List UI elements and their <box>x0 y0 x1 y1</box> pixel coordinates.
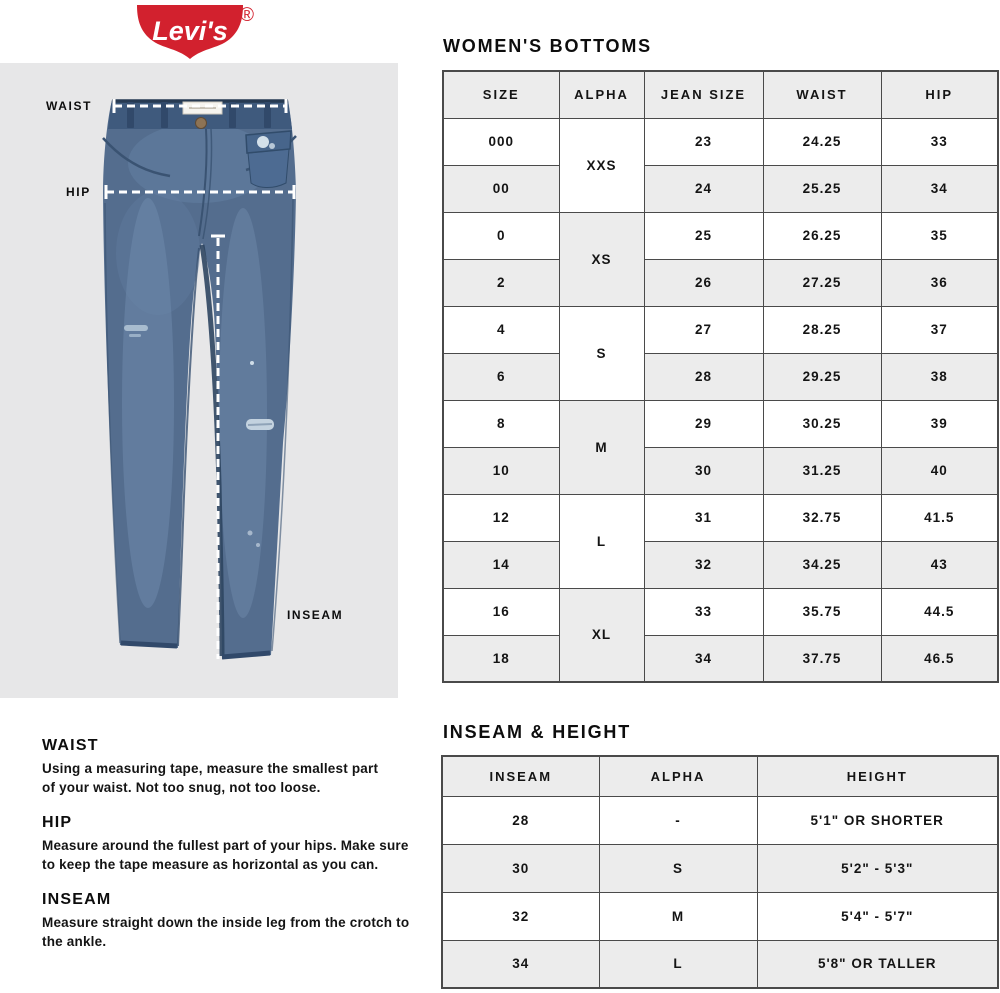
inseam-height-title: INSEAM & HEIGHT <box>443 722 632 742</box>
jean-size-cell: 32 <box>644 541 763 588</box>
hip-cell: 38 <box>881 353 998 400</box>
inseam-diagram-label: INSEAM <box>287 608 344 622</box>
table-header-row <box>442 756 998 796</box>
waist-cell: 24.25 <box>763 118 881 165</box>
col-header-alpha: ALPHA <box>559 71 644 118</box>
alpha-cell: M <box>559 400 644 494</box>
guide-waist-text: of your waist. Not too snug, not too loose. <box>42 780 321 795</box>
size-cell: 00 <box>443 165 559 212</box>
jean-size-cell: 30 <box>644 447 763 494</box>
jean-size-cell: 24 <box>644 165 763 212</box>
table-row <box>443 635 998 682</box>
table-row <box>443 588 998 635</box>
waist-cell: 34.25 <box>763 541 881 588</box>
waist-cell: 26.25 <box>763 212 881 259</box>
hip-cell: 41.5 <box>881 494 998 541</box>
height-cell: 5'1" OR SHORTER <box>757 796 998 844</box>
guide-waist-heading: WAIST <box>42 737 99 754</box>
col-header-jean-size: JEAN SIZE <box>644 71 763 118</box>
waist-cell: 32.75 <box>763 494 881 541</box>
alpha-cell: M <box>599 892 757 940</box>
guide-hip-heading: HIP <box>42 814 73 831</box>
inseam-height-table <box>441 755 999 989</box>
levis-logo-text: Levi's <box>152 16 228 46</box>
waist-cell: 37.75 <box>763 635 881 682</box>
hip-cell: 43 <box>881 541 998 588</box>
table-row <box>443 541 998 588</box>
col-header-inseam: INSEAM <box>442 756 599 796</box>
table-row <box>443 447 998 494</box>
registered-trademark-icon: ® <box>240 5 254 26</box>
waist-cell: 30.25 <box>763 400 881 447</box>
table-row <box>443 494 998 541</box>
waist-cell: 29.25 <box>763 353 881 400</box>
size-cell: 12 <box>443 494 559 541</box>
table-row <box>442 892 998 940</box>
jean-size-cell: 26 <box>644 259 763 306</box>
guide-hip-text: Measure around the fullest part of your hips. Make sure <box>42 838 409 853</box>
jean-size-cell: 27 <box>644 306 763 353</box>
table-row <box>442 796 998 844</box>
jeans-measurement-diagram <box>0 63 398 698</box>
size-cell: 2 <box>443 259 559 306</box>
jean-size-cell: 29 <box>644 400 763 447</box>
table-header-row <box>443 71 998 118</box>
height-cell: 5'8" OR TALLER <box>757 940 998 988</box>
size-cell: 4 <box>443 306 559 353</box>
col-header-hip: HIP <box>881 71 998 118</box>
table-row <box>442 844 998 892</box>
waist-cell: 27.25 <box>763 259 881 306</box>
guide-inseam-text: Measure straight down the inside leg from the crotch to <box>42 915 410 930</box>
guide-inseam-text: the ankle. <box>42 934 107 949</box>
guide-inseam-heading: INSEAM <box>42 891 112 908</box>
alpha-cell: XXS <box>559 118 644 212</box>
guide-hip-text: to keep the tape measure as horizontal as you can. <box>42 857 379 872</box>
table-row <box>443 212 998 259</box>
height-cell: 5'4" - 5'7" <box>757 892 998 940</box>
guide-hip-section <box>42 814 462 874</box>
col-header-size: SIZE <box>443 71 559 118</box>
alpha-cell: L <box>559 494 644 588</box>
hip-cell: 40 <box>881 447 998 494</box>
alpha-cell: XL <box>559 588 644 682</box>
inseam-cell: 34 <box>442 940 599 988</box>
table-row <box>443 118 998 165</box>
hip-cell: 46.5 <box>881 635 998 682</box>
measurement-guide <box>42 737 462 968</box>
jean-size-cell: 25 <box>644 212 763 259</box>
hip-cell: 37 <box>881 306 998 353</box>
waist-diagram-label: WAIST <box>46 99 92 113</box>
waist-cell: 28.25 <box>763 306 881 353</box>
size-cell: 8 <box>443 400 559 447</box>
col-header-alpha: ALPHA <box>599 756 757 796</box>
alpha-cell: S <box>559 306 644 400</box>
waist-cell: 25.25 <box>763 165 881 212</box>
hip-cell: 39 <box>881 400 998 447</box>
hip-diagram-label: HIP <box>66 185 91 199</box>
jean-size-cell: 31 <box>644 494 763 541</box>
inseam-cell: 30 <box>442 844 599 892</box>
table-row <box>443 259 998 306</box>
inseam-cell: 28 <box>442 796 599 844</box>
col-header-waist: WAIST <box>763 71 881 118</box>
size-cell: 14 <box>443 541 559 588</box>
hip-cell: 36 <box>881 259 998 306</box>
womens-bottoms-size-table <box>442 70 999 683</box>
table-row <box>443 400 998 447</box>
hip-cell: 44.5 <box>881 588 998 635</box>
waist-cell: 35.75 <box>763 588 881 635</box>
alpha-cell: S <box>599 844 757 892</box>
guide-waist-section <box>42 737 462 797</box>
inseam-cell: 32 <box>442 892 599 940</box>
hip-cell: 33 <box>881 118 998 165</box>
alpha-cell: L <box>599 940 757 988</box>
table-row <box>443 353 998 400</box>
womens-bottoms-title: WOMEN'S BOTTOMS <box>443 36 652 56</box>
size-cell: 0 <box>443 212 559 259</box>
jean-size-cell: 28 <box>644 353 763 400</box>
table-row <box>442 940 998 988</box>
size-cell: 10 <box>443 447 559 494</box>
jean-size-cell: 33 <box>644 588 763 635</box>
jean-size-cell: 23 <box>644 118 763 165</box>
size-cell: 000 <box>443 118 559 165</box>
col-header-height: HEIGHT <box>757 756 998 796</box>
alpha-cell: XS <box>559 212 644 306</box>
hip-cell: 35 <box>881 212 998 259</box>
table-row <box>443 165 998 212</box>
guide-waist-text: Using a measuring tape, measure the smallest part <box>42 761 379 776</box>
size-cell: 16 <box>443 588 559 635</box>
jeans-illustration <box>0 63 398 698</box>
jean-size-cell: 34 <box>644 635 763 682</box>
table-row <box>443 306 998 353</box>
hip-cell: 34 <box>881 165 998 212</box>
guide-inseam-section <box>42 891 462 951</box>
levis-logo <box>134 2 266 64</box>
size-cell: 18 <box>443 635 559 682</box>
alpha-cell: - <box>599 796 757 844</box>
height-cell: 5'2" - 5'3" <box>757 844 998 892</box>
size-cell: 6 <box>443 353 559 400</box>
waist-cell: 31.25 <box>763 447 881 494</box>
